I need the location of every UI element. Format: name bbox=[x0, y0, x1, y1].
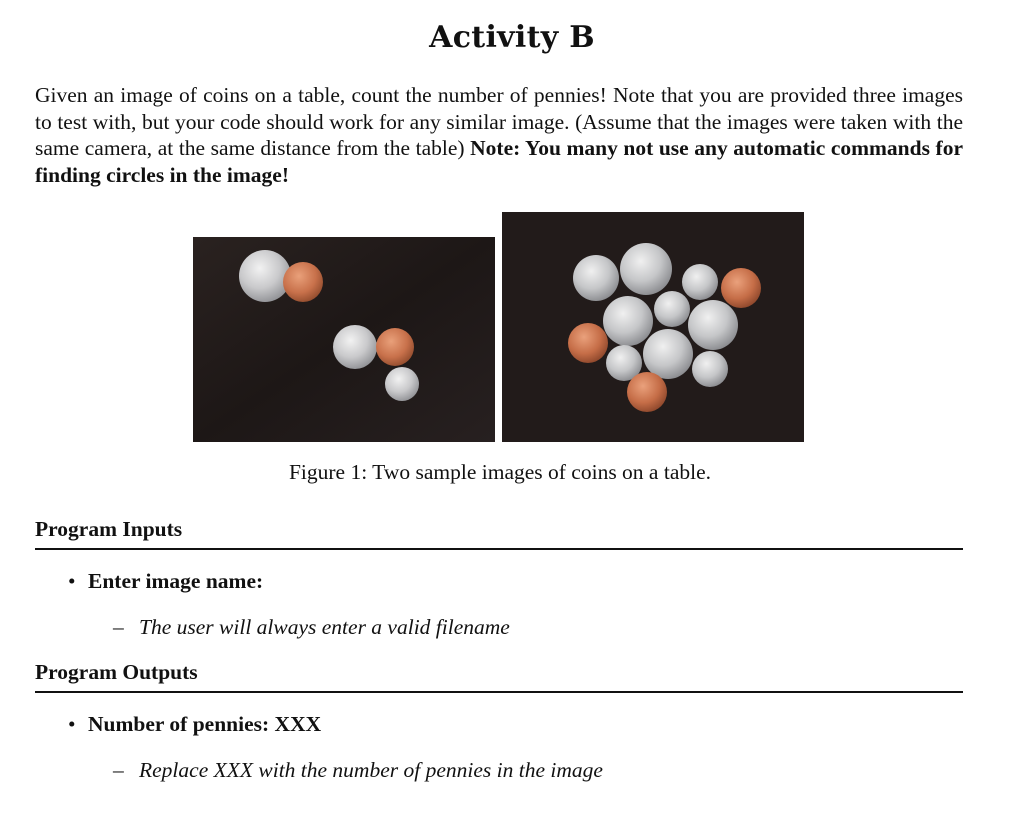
intro-paragraph bbox=[35, 82, 963, 188]
coin-dime bbox=[654, 291, 690, 327]
bullet-icon: • bbox=[68, 569, 76, 593]
coin-penny bbox=[283, 262, 323, 302]
outputs-item-label: Number of pennies: XXX bbox=[88, 712, 322, 736]
inputs-item bbox=[68, 569, 263, 594]
coins-photo-left bbox=[193, 237, 495, 442]
bullet-icon: • bbox=[68, 712, 76, 736]
coin-quarter bbox=[603, 296, 653, 346]
coin-dime bbox=[385, 367, 419, 401]
coin-quarter bbox=[643, 329, 693, 379]
outputs-detail bbox=[113, 758, 603, 783]
coin-quarter bbox=[688, 300, 738, 350]
intro-text: Given an image of coins on a table, count the number of pennies! Note that you are provided three images to test with, but your code should work for any similar image. (Assume that the images were taken with the same camera, at the same distance from the table) bbox=[35, 83, 963, 160]
outputs-item bbox=[68, 712, 321, 737]
outputs-detail-text: Replace XXX with the number of pennies in the image bbox=[139, 758, 603, 782]
coin-quarter bbox=[620, 243, 672, 295]
coin-penny bbox=[376, 328, 414, 366]
outputs-heading: Program Outputs bbox=[35, 660, 963, 693]
coin-penny bbox=[568, 323, 608, 363]
coins-photo-right bbox=[502, 212, 804, 442]
coin-dime bbox=[682, 264, 718, 300]
coin-penny bbox=[721, 268, 761, 308]
page-title: Activity B bbox=[429, 20, 595, 55]
coin-nickel bbox=[573, 255, 619, 301]
figure-caption: Figure 1: Two sample images of coins on a table. bbox=[288, 460, 712, 484]
inputs-detail-text: The user will always enter a valid filename bbox=[139, 615, 510, 639]
intro-note: Note: You many not use any automatic commands for finding circles in the image! bbox=[35, 136, 963, 187]
coin-quarter bbox=[239, 250, 291, 302]
inputs-detail bbox=[113, 615, 510, 640]
dash-icon: – bbox=[113, 758, 124, 782]
inputs-item-label: Enter image name: bbox=[88, 569, 264, 593]
inputs-heading: Program Inputs bbox=[35, 517, 963, 550]
coin-nickel bbox=[333, 325, 377, 369]
dash-icon: – bbox=[113, 615, 124, 639]
coin-dime bbox=[692, 351, 728, 387]
coin-penny bbox=[627, 372, 667, 412]
